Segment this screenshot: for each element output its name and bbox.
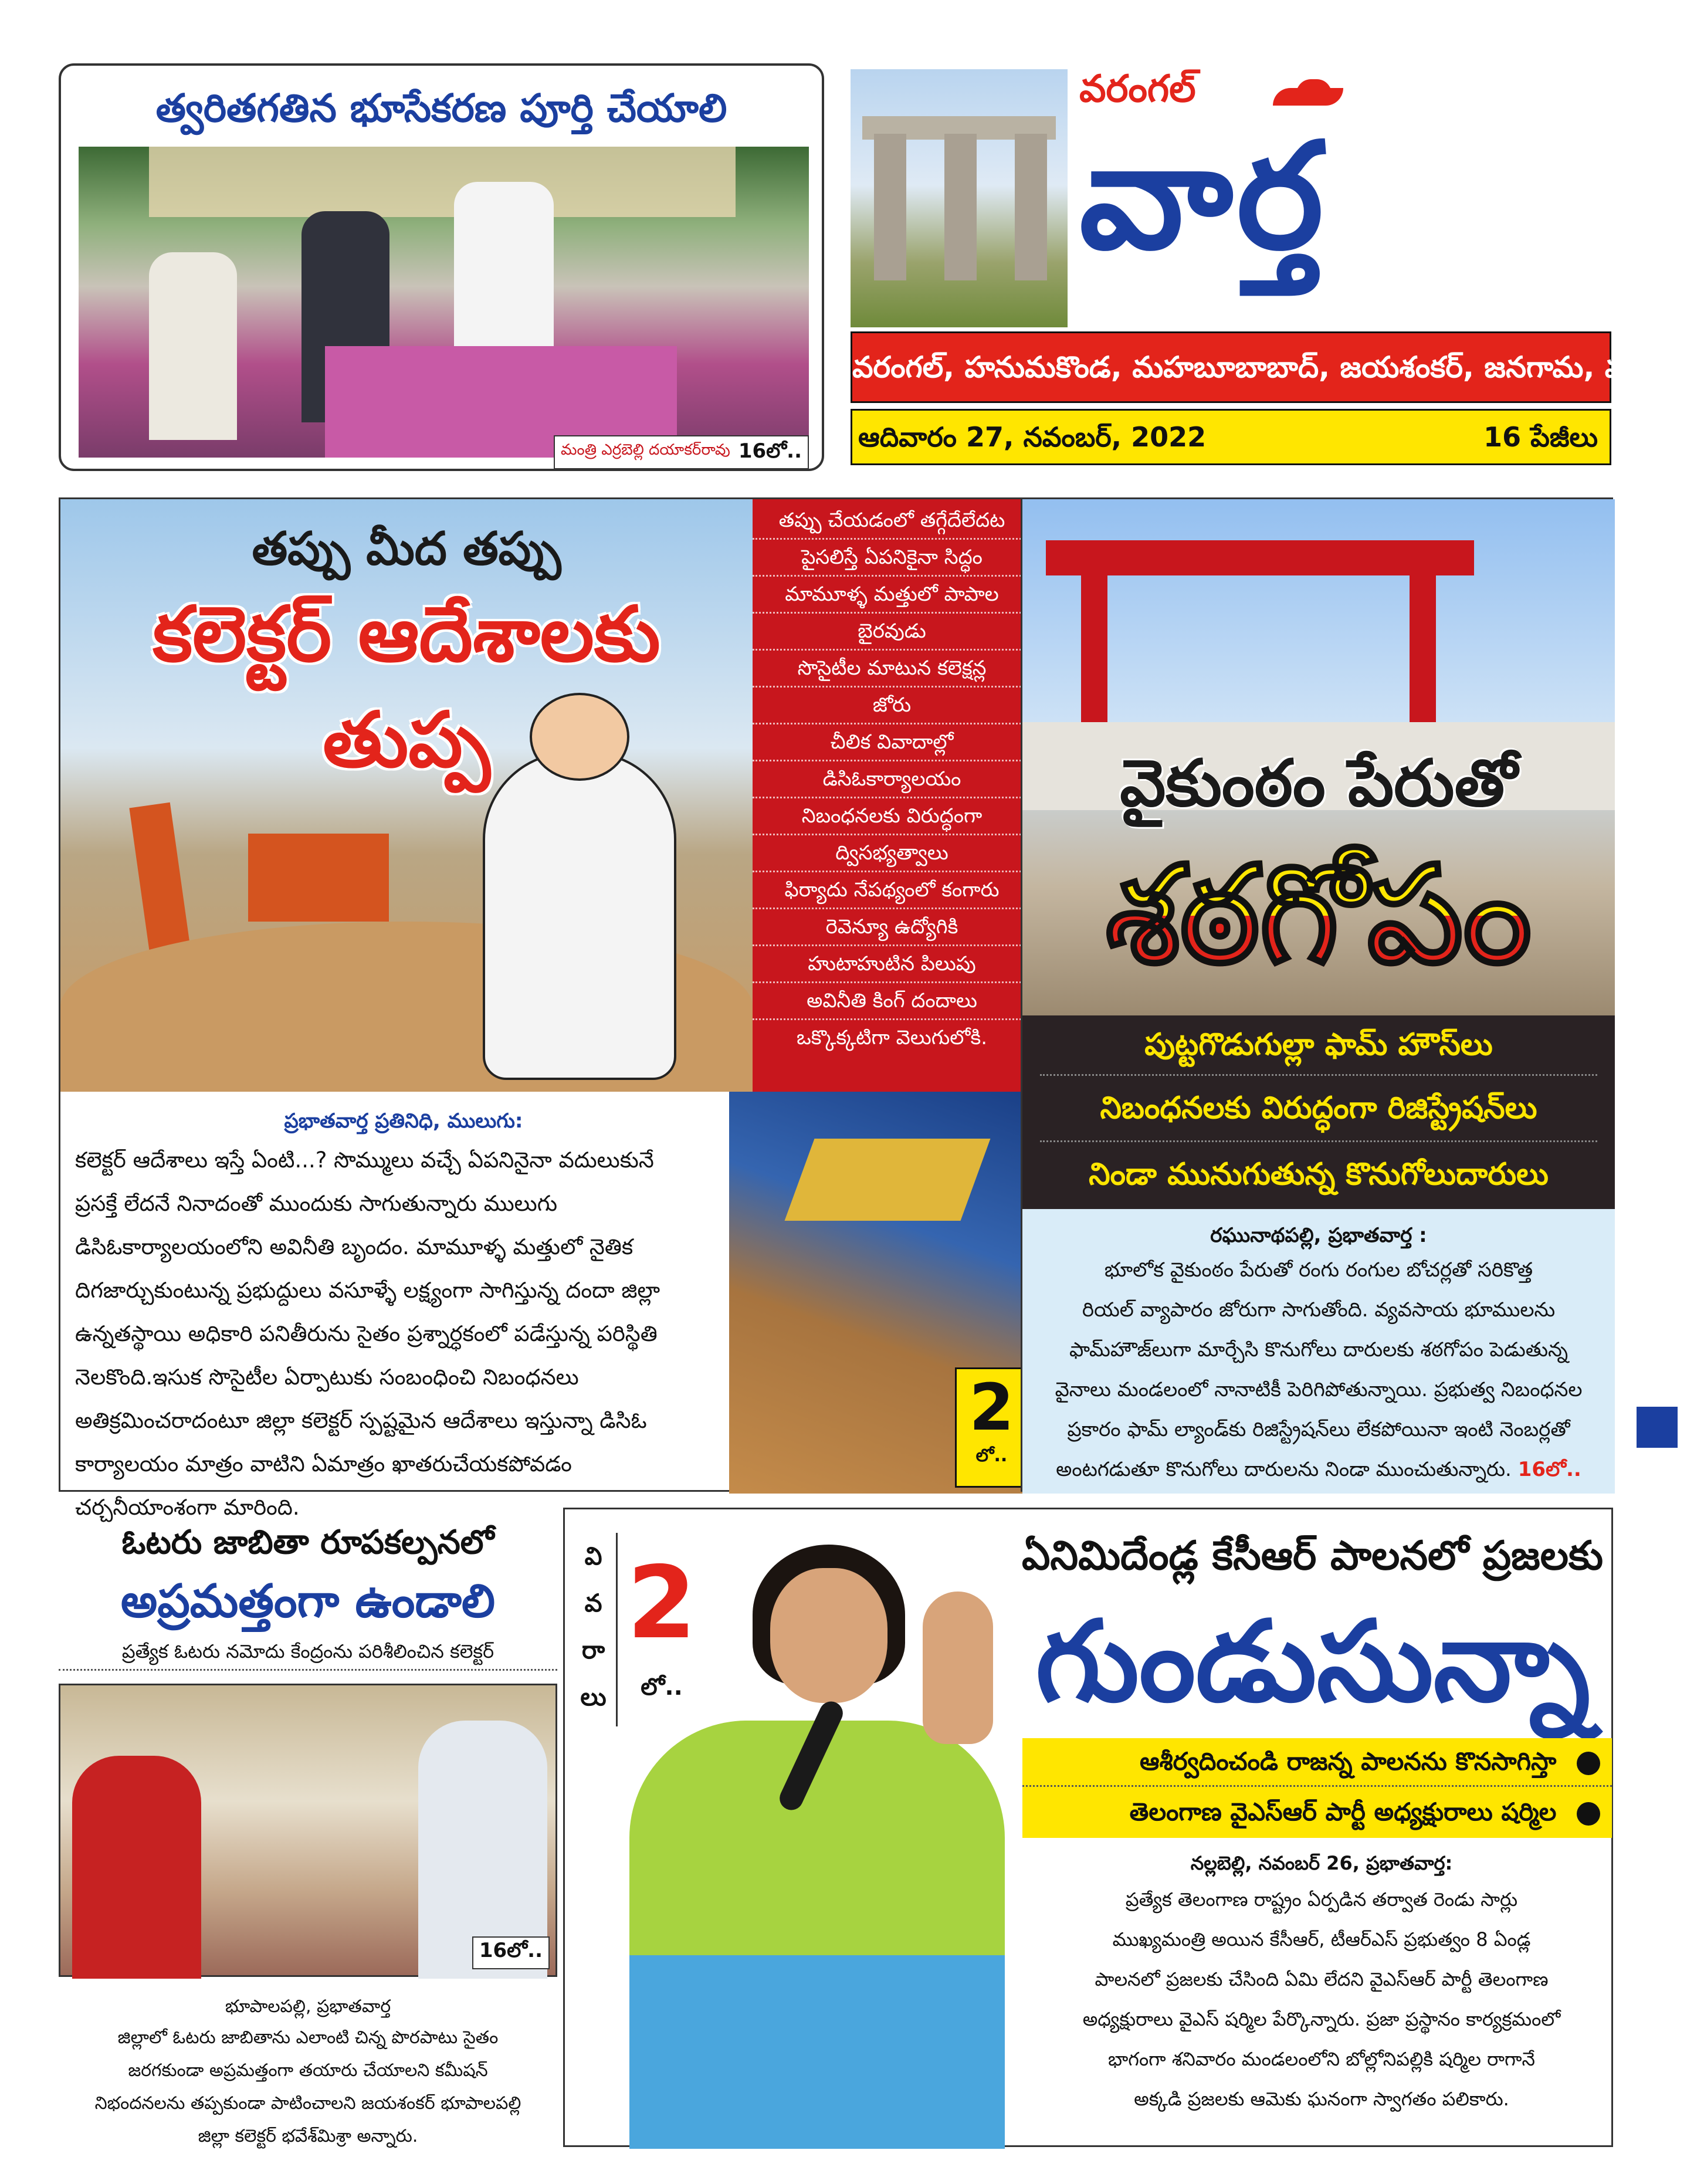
collector-byline: ప్రభాతవార్త ప్రతినిధి, ములుగు: <box>284 1109 523 1133</box>
sharmila-body-line: అక్కడి ప్రజలకు ఆమెకు ఘనంగా స్వాగతం పలికారు. <box>1134 2088 1509 2110</box>
sidebar-line: మామూళ్ళ మత్తులో పాపాల <box>753 577 1031 614</box>
collector-page-ref <box>955 1367 1028 1488</box>
sharmila-story-box <box>563 1508 1613 2147</box>
sidebar-line: అవినీతి కింగ్ దందాలు <box>753 983 1031 1020</box>
person-shape <box>149 252 237 440</box>
vaikuntham-headline: శఠగోపం <box>1022 834 1615 998</box>
top-story-box <box>59 63 824 471</box>
voter-kicker: ఓటరు జాబితా రూపకల్పనలో <box>121 1523 494 1562</box>
voter-body-line: జిల్లా కలెక్టర్ భవేశ్‌మిశ్రా అన్నారు. <box>198 2126 418 2146</box>
cartoon-figure <box>483 751 676 1080</box>
collector-body-line: కలెక్టర్ ఆదేశాలు ఇస్తే ఏంటి...? సొమ్ములు వచ్చే ఏపనినైనా వదులుకునే <box>75 1147 654 1173</box>
gateway-pillar <box>1015 134 1047 280</box>
person-shape <box>72 1756 201 1979</box>
voter-byline: భూపాలపల్లి, ప్రభాతవార్త <box>225 1996 391 2017</box>
sharmila-body-line: పాలనలో ప్రజలకు చేసింది ఏమి లేదని వైఎస్ఆర్ పార్టీ తెలంగాణ <box>1095 1968 1549 1990</box>
top-story-page-ref: 16లో.. <box>738 439 802 463</box>
sidebar-line: జోరు <box>753 688 1031 724</box>
collector-story-box <box>59 497 1029 1520</box>
sidebar-line: చీలిక వివాదాల్లో <box>753 724 1031 761</box>
voter-deck: ప్రత్యేక ఓటరు నమోదు కేంద్రంను పరిశీలించిన కలెక్టర్ <box>59 1634 557 1671</box>
sharmila-bullet-row <box>1022 1738 1612 1787</box>
voter-page-ref: 16లో.. <box>472 1936 550 1969</box>
masthead-date-band <box>851 409 1611 465</box>
collector-headline: కలెక్టర్ ఆదేశాలకు తుప్ప <box>153 590 660 784</box>
collector-sidebar <box>753 499 1031 1092</box>
masthead-photo-gateway <box>851 69 1068 327</box>
edge-marker <box>1637 1407 1678 1448</box>
gateway-pillar <box>944 134 977 280</box>
sharmila-text <box>1034 1847 1609 2140</box>
sidebar-line: డిసిఓకార్యాలయం <box>753 761 1031 798</box>
sharmila-body-line: ముఖ్యమంత్రి అయిన కేసీఆర్, టీఆర్ఎస్ ప్రభుత్వం 8 ఏండ్ల <box>1112 1928 1531 1951</box>
sidebar-line: తప్పు చేయడంలో తగ్గేదేలేదట <box>753 503 1031 540</box>
raised-hand-shape <box>923 1592 993 1744</box>
voter-story <box>59 1516 557 2146</box>
sidebar-line: ఒక్కొక్కటిగా వెలుగులోకి. <box>796 1026 988 1049</box>
sidebar-line: బైరవుడు <box>753 614 1031 651</box>
vaikuntham-body-line: వైనాలు మండలంలో నానాటికీ పెరిగిపోతున్నాయి. ప్రభుత్వ నిబంధనల <box>1055 1378 1583 1401</box>
voter-photo <box>59 1684 557 1977</box>
collector-story-photo <box>60 499 753 1092</box>
sharmila-bullet-row <box>1022 1787 1612 1837</box>
vaikuntham-subhead: పుట్టగొడుగుల్లా ఫామ్ హౌస్‌లు <box>1040 1015 1597 1076</box>
collector-body-line: అతిక్రమించరాదంటూ జిల్లా కలెక్టర్ స్పష్టమైన ఆదేశాలు ఇస్తున్నా డిసిఓ <box>75 1408 647 1433</box>
sidebar-line: నిబంధనలకు విరుద్ధంగా <box>753 798 1031 835</box>
top-story-caption: మంత్రి ఎర్రబెల్లి దయాకర్‌రావు <box>561 441 730 459</box>
collector-body-line: ఉన్నతస్థాయి అధికారి పనితీరును సైతం ప్రశ్నార్ధకంలో పడేస్తున్న పరిస్థితి <box>75 1321 658 1346</box>
sharmila-body-line: అధ్యక్షురాలు వైఎస్ షర్మిల పేర్కొన్నారు. ప్రజా ప్రస్థానం కార్యక్రమంలో <box>1082 2008 1561 2030</box>
voter-body-line: జరగకుండా అప్రమత్తంగా తయారు చేయాలని కమీషన్ <box>128 2060 488 2081</box>
voter-headline: అప్రమత్తంగా ఉండాలి <box>120 1575 496 1628</box>
sharmila-page-ref-suffix: లో.. <box>641 1674 683 1701</box>
top-story-caption-bar <box>554 435 809 469</box>
sharmila-bullet-band <box>1022 1738 1612 1838</box>
vaikuntham-page-ref: 16లో.. <box>1517 1458 1581 1481</box>
sharmila-photo <box>594 1545 1075 2149</box>
collector-kicker: తప్పు మీద తప్పు <box>252 523 561 575</box>
vaikuntham-last-line-row <box>1034 1450 1603 1489</box>
loader-bucket <box>785 1139 991 1221</box>
top-story-photo <box>79 147 809 458</box>
collector-page-ref-suffix: లో.. <box>975 1445 1008 1466</box>
collector-text <box>75 1103 732 1520</box>
vaikuntham-body-line: భూలోక వైకుంఠం పేరుతో రంగు రంగుల బోచర్లతో సరికొత్త <box>1104 1258 1533 1282</box>
sharmila-kicker: ఏనిమిదేండ్ల కేసీఆర్ పాలనలో ప్రజలకు <box>1022 1533 1603 1579</box>
sharmila-body-line: భాగంగా శనివారం మండలంలోని బోల్లోనిపల్లికి షర్మిల రాగానే <box>1108 2048 1535 2070</box>
masthead-date: ఆదివారం 27, నవంబర్, 2022 <box>858 421 1207 453</box>
vivaralu-char: రా <box>581 1636 605 1664</box>
collector-body-line: ప్రసక్తే లేదనే నినాదంతో ముందుకు సాగుతున్నారు ములుగు <box>75 1191 558 1216</box>
masthead-prefix: వరంగల్ <box>1079 67 1196 111</box>
sharmila-page-ref-num: 2 <box>626 1545 697 1661</box>
vivaralu-char: లు <box>580 1682 607 1711</box>
collector-body-line: చర్చనీయాంశంగా మారింది. <box>75 1495 300 1520</box>
vaikuntham-subhead: నిండా మునుగుతున్న కొనుగోలుదారులు <box>1089 1157 1549 1192</box>
vaikuntham-last-line: అంటగడుతూ కొనుగోలు దారులను నిండా ముంచుతున్నారు. <box>1056 1458 1512 1481</box>
sharmila-bullet-text: తెలంగాణ వైఎస్ఆర్ పార్టీ అధ్యక్షురాలు షర్మిల <box>1129 1797 1557 1826</box>
vaikuntham-body-line: ప్రకారం ఫామ్ ల్యాండ్‌కు రిజిస్ట్రేషన్‌లు లేకపోయినా ఇంటి నెంబర్లతో <box>1067 1418 1570 1441</box>
banner-shape <box>149 147 736 217</box>
vaikuntham-body-line: రియల్ వ్యాపారం జోరుగా సాగుతోంది. వ్యవసాయ భూములను <box>1082 1298 1556 1322</box>
sharmila-body-line: ప్రత్యేక తెలంగాణ రాష్ట్రం ఏర్పడిన తర్వాత రెండు సార్లు <box>1125 1888 1518 1911</box>
saree-border-shape <box>629 1955 1005 2149</box>
sharmila-headline: గుండుసున్నా <box>1035 1597 1590 1726</box>
vaikuntham-text <box>1022 1209 1615 1494</box>
voter-body-line: నిభందనలను తప్పకుండా పాటించాలని జయశంకర్ భూపాలపల్లి <box>94 2093 521 2114</box>
collector-body-line: నెలకొంది.ఇసుక సొసైటీల ఏర్పాటుకు సంబంధించి నిబంధనలు <box>75 1364 579 1390</box>
sidebar-line: హుటాహుటిన పిలుపు <box>753 946 1031 983</box>
cartoon-head <box>530 693 629 781</box>
vivaralu-char: వ <box>584 1589 602 1617</box>
collector-body-line: దిగజార్చుకుంటున్న ప్రభుద్దులు వసూళ్ళే లక్ష్యంగా సాగిస్తున్న దందా జిల్లా <box>75 1278 660 1303</box>
vaikuntham-story-box <box>1021 497 1613 1492</box>
sidebar-line: పైసలిస్తే ఏపనికైనా సిద్ధం <box>753 540 1031 577</box>
sidebar-line: రెవెన్యూ ఉద్యోగికి <box>753 909 1031 946</box>
masthead-district-band <box>851 331 1704 403</box>
excavator-body <box>248 834 389 922</box>
gateway-pillar <box>874 134 906 280</box>
face-shape <box>770 1568 887 1703</box>
vivaralu-char: వి <box>584 1542 602 1570</box>
vaikuntham-body-line: ఫామ్‌హౌజ్‌లుగా మార్చేసి కొనుగోలు దారులకు శఠగోపం పెడుతున్న <box>1069 1338 1568 1362</box>
vaikuntham-kicker: వైకుంఠం పేరుతో <box>1120 746 1517 821</box>
sharmila-byline: నల్లబెల్లి, నవంబర్ 26, ప్రభాతవార్త: <box>1190 1852 1453 1874</box>
gate-roof <box>1046 540 1474 575</box>
sharmila-bullet-text: ఆశీర్వదించండి రాజన్న పాలనను కొనసాగిస్తా <box>1139 1747 1557 1776</box>
sidebar-line: ద్విసభ్యత్వాలు <box>753 835 1031 872</box>
masthead-title: వార్త <box>1079 111 1327 282</box>
masthead-pages: 16 పేజీలు <box>1483 421 1598 453</box>
collector-body-line: కార్యాలయం మాత్రం వాటిని ఏమాత్రం ఖాతరుచేయకపోవడం <box>75 1451 572 1477</box>
masthead-districts: వరంగల్, హనుమకొండ, మహబూబాబాద్, జయశంకర్, జనగామ, ములుగు <box>852 350 1704 384</box>
collector-page-ref-num: 2 <box>969 1370 1014 1445</box>
vaikuntham-byline: రఘునాథపల్లి, ప్రభాతవార్త : <box>1210 1224 1427 1247</box>
top-story-headline: త్వరితగతిన భూసేకరణ పూర్తి చేయాలి <box>155 86 727 131</box>
bullet-icon <box>1577 1802 1600 1826</box>
sidebar-line: ఫిర్యాదు నేపథ్యంలో కంగారు <box>753 872 1031 909</box>
vaikuntham-subhead-band <box>1022 1015 1615 1209</box>
voter-body-line: జిల్లాలో ఓటరు జాబితాను ఎలాంటి చిన్న పొరపాటు సైతం <box>117 2027 499 2048</box>
bullet-icon <box>1577 1752 1600 1775</box>
collector-body-line: డిసిఓకార్యాలయంలోని అవినీతి బృందం. మామూళ్ళ మత్తులో నైతిక <box>75 1234 634 1259</box>
vaikuntham-photo <box>1022 499 1615 1015</box>
vaikuntham-subhead: నిబంధనలకు విరుద్ధంగా రిజిస్ట్రేషన్‌లు <box>1040 1076 1597 1142</box>
sidebar-line: సొసైటీల మాటున కలెక్షన్ల <box>753 651 1031 688</box>
